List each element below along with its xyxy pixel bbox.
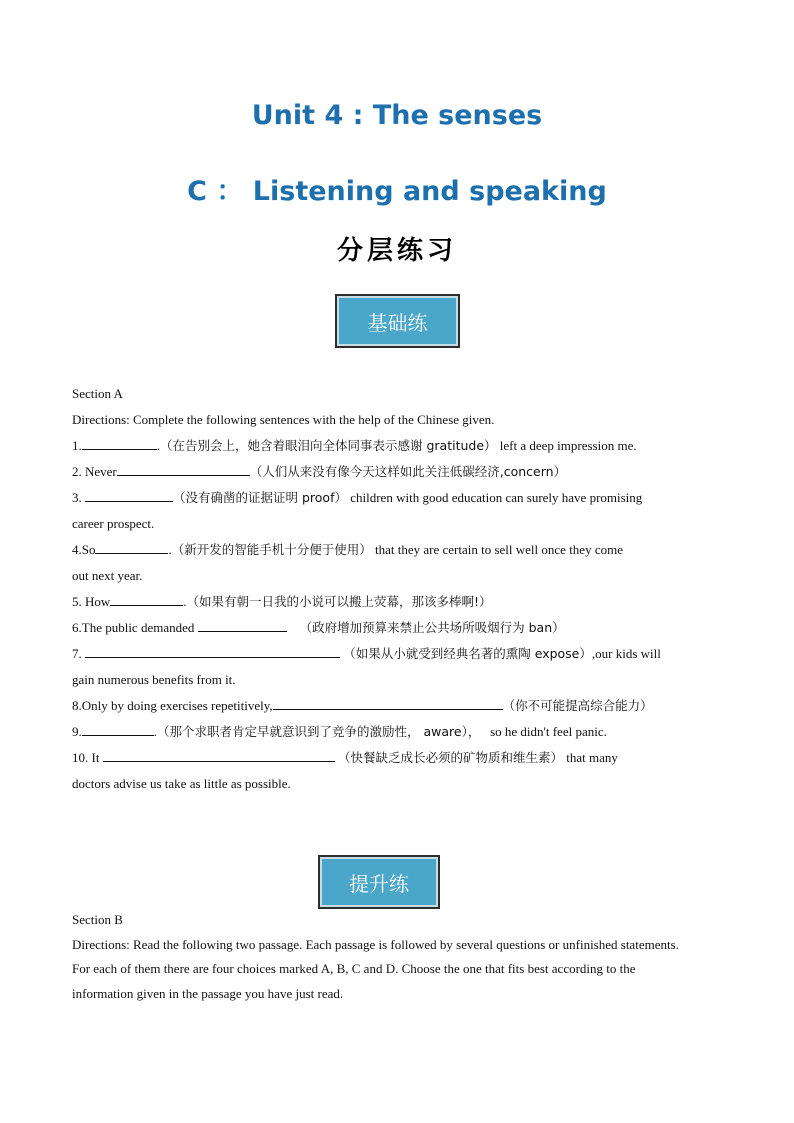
answer-blank[interactable] xyxy=(117,460,250,476)
question-1: 1. .（在告别会上，她含着眼泪向全体同事表示感谢 gratitude） left a deep impression me. xyxy=(72,433,726,459)
section-subtitle: C ： Listening and speaking xyxy=(187,176,607,207)
section-b-directions-line-2: For each of them there are four choices marked A, B, C and D. Choose the one that fits best according to the xyxy=(72,961,636,976)
question-5: 5. How .（如果有朝一日我的小说可以搬上荧幕，那该多棒啊!） xyxy=(72,589,726,615)
section-b-label: Section B xyxy=(72,912,123,927)
answer-blank[interactable] xyxy=(110,590,183,606)
answer-blank[interactable] xyxy=(103,746,335,762)
page-heading: 分层练习 xyxy=(336,236,457,266)
section-a-directions: Directions: Complete the following sentences with the help of the Chinese given. xyxy=(72,412,495,427)
section-b-directions-line-1: Directions: Read the following two passage. Each passage is followed by several questions or unfinished statements. xyxy=(72,936,679,952)
section-a xyxy=(72,381,726,797)
answer-blank[interactable] xyxy=(82,720,154,736)
section-a-label: Section A xyxy=(72,386,123,401)
basic-practice-badge: 基础练 xyxy=(335,294,460,348)
question-10: 10. It （快餐缺乏成长必须的矿物质和维生素） that many doctors advise us take as little as possible. xyxy=(72,745,726,797)
question-4: 4.So .（新开发的智能手机十分便于使用） that they are certain to sell well once they come out next year. xyxy=(72,537,726,589)
answer-blank[interactable] xyxy=(82,434,157,450)
answer-blank[interactable] xyxy=(85,486,173,502)
answer-blank[interactable] xyxy=(85,642,340,658)
answer-blank[interactable] xyxy=(273,694,503,710)
question-7: 7. （如果从小就受到经典名著的熏陶 expose）,our kids will gain numerous benefits from it. xyxy=(72,641,726,693)
unit-title: Unit 4 : The senses xyxy=(251,100,543,131)
answer-blank[interactable] xyxy=(95,538,168,554)
advanced-practice-badge: 提升练 xyxy=(318,855,440,909)
section-b xyxy=(72,908,726,1006)
answer-blank[interactable] xyxy=(198,616,287,632)
question-2: 2. Never （人们从来没有像今天这样如此关注低碳经济,concern） xyxy=(72,459,726,485)
section-b-directions-line-3: information given in the passage you have just read. xyxy=(72,985,344,1001)
question-3: 3. （没有确凿的证据证明 proof） children with good education can surely have promising career prospect. xyxy=(72,485,726,537)
question-9: 9. .（那个求职者肯定早就意识到了竞争的激励性， aware）， so he didn't feel panic. xyxy=(72,719,726,745)
question-8: 8.Only by doing exercises repetitively, （你不可能提高综合能力） xyxy=(72,693,726,719)
question-6: 6.The public demanded （政府增加预算来禁止公共场所吸烟行为 ban） xyxy=(72,615,726,641)
